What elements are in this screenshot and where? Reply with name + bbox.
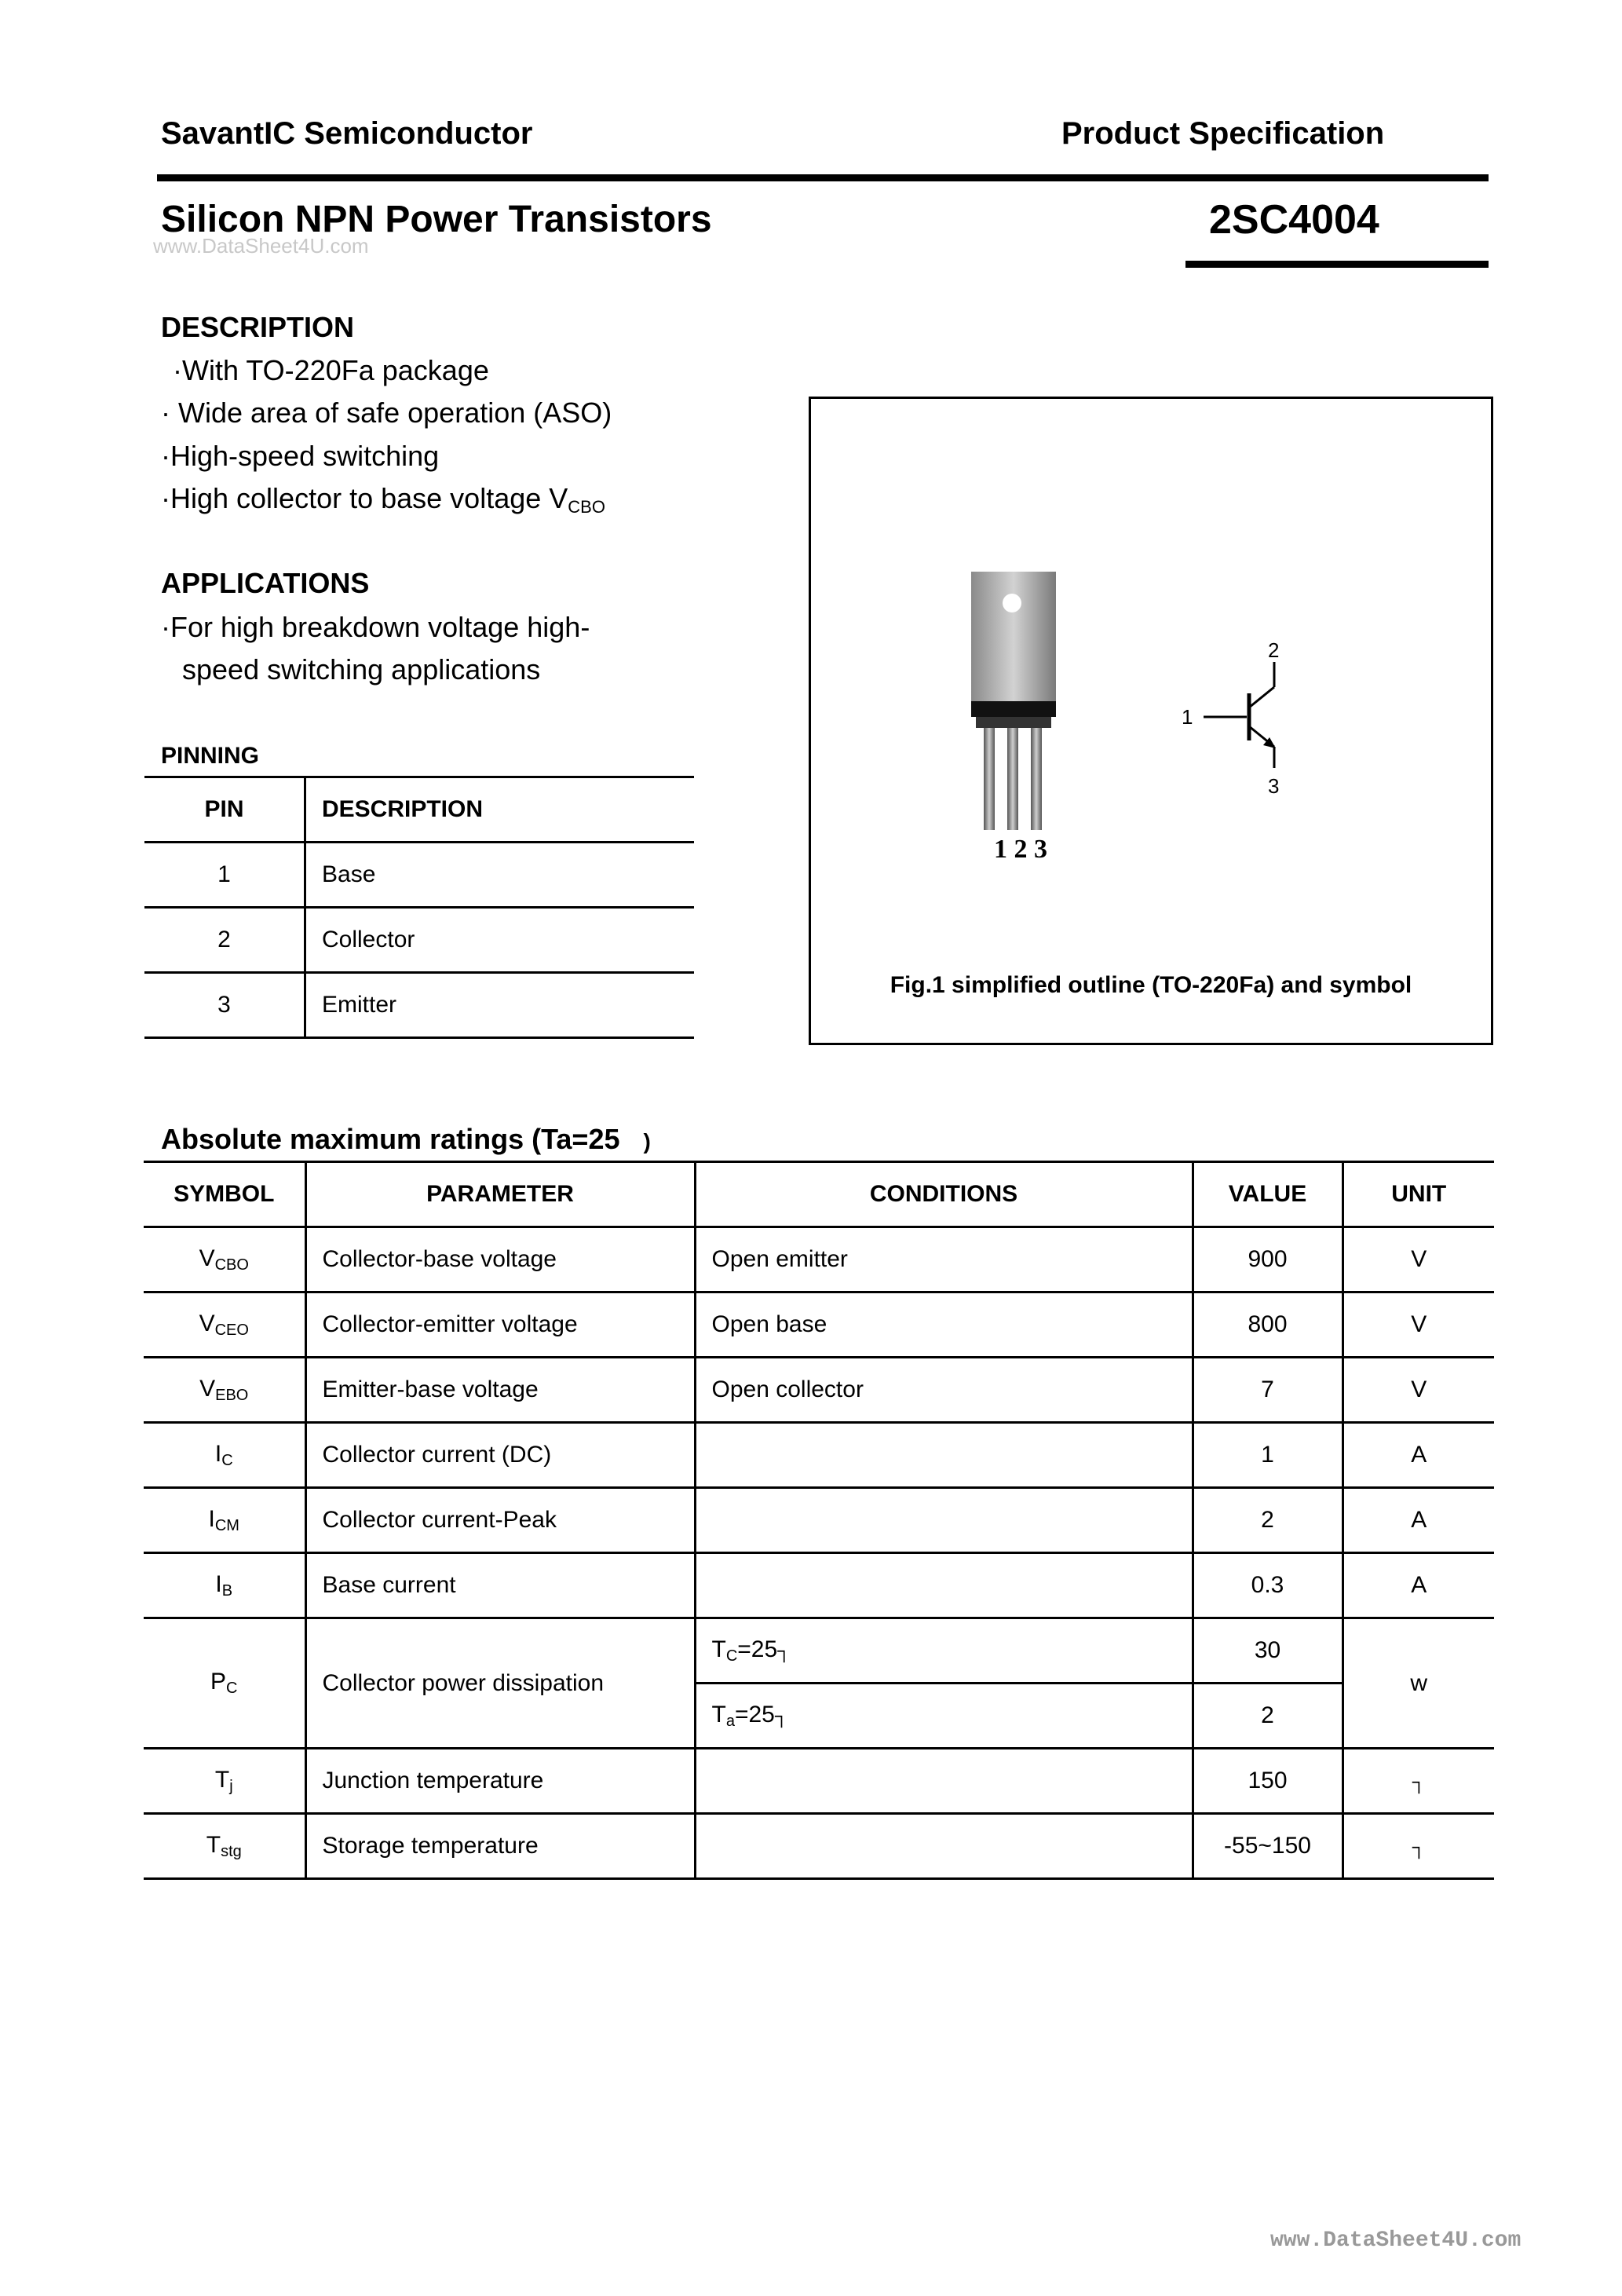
figure-caption: Fig.1 simplified outline (TO-220Fa) and symbol — [890, 972, 1412, 998]
figure-box — [809, 397, 1493, 1045]
parameter-cell: Collector power dissipation — [305, 1618, 695, 1749]
ratings-heading-close: ) — [643, 1129, 651, 1153]
symbol-cell: VCBO — [144, 1227, 305, 1292]
doc-type: Product Specification — [1061, 116, 1385, 151]
parameter-cell: Junction temperature — [305, 1749, 695, 1814]
conditions-cell: Open emitter — [695, 1227, 1193, 1292]
description-item-4-text: ·High collector to base voltage V — [161, 482, 568, 514]
pinning-heading: PINNING — [161, 743, 260, 769]
product-line-title: Silicon NPN Power Transistors — [161, 199, 712, 240]
desc-col-header: DESCRIPTION — [322, 796, 484, 822]
symbol-cell: VEBO — [144, 1358, 305, 1423]
conditions-cell: Open collector — [695, 1358, 1193, 1423]
symbol-pin2-label: 2 — [1268, 638, 1280, 662]
degree-glyph-icon: ┐ — [1412, 1837, 1426, 1858]
degree-glyph-icon: ┐ — [1412, 1771, 1426, 1793]
parameter-cell: Collector current-Peak — [305, 1488, 695, 1553]
symbol-cell: VCEO — [144, 1292, 305, 1358]
symbol-cell: Tj — [144, 1749, 305, 1814]
symbol-cell: PC — [144, 1618, 305, 1749]
parameter-cell: Storage temperature — [305, 1814, 695, 1879]
value-cell: -55~150 — [1193, 1814, 1343, 1879]
unit-col-header: UNIT — [1343, 1162, 1494, 1227]
table-row — [144, 1358, 1494, 1423]
part-number: 2SC4004 — [1209, 197, 1379, 243]
ratings-heading — [161, 1123, 651, 1156]
package-pin-labels: 1 2 3 — [994, 835, 1047, 864]
pinning-table — [144, 776, 694, 1039]
conditions-cell — [695, 1814, 1193, 1879]
conditions-cell — [695, 1423, 1193, 1488]
parameter-col-header: PARAMETER — [305, 1162, 695, 1227]
conditions-col-header: CONDITIONS — [695, 1162, 1193, 1227]
unit-cell: A — [1343, 1553, 1494, 1618]
table-row — [144, 1227, 1494, 1292]
pin-description: Base — [322, 861, 376, 887]
table-row — [144, 973, 694, 1038]
vcbo-subscript: CBO — [568, 497, 605, 517]
pin-description: Emitter — [322, 992, 397, 1018]
conditions-cell — [695, 1488, 1193, 1553]
description-item-2: · Wide area of safe operation (ASO) — [161, 397, 612, 429]
symbol-pin1-label: 1 — [1182, 705, 1193, 729]
value-cell: 800 — [1193, 1292, 1343, 1358]
parameter-cell: Base current — [305, 1553, 695, 1618]
unit-cell — [1343, 1814, 1494, 1879]
applications-heading: APPLICATIONS — [161, 567, 370, 599]
value-cell: 0.3 — [1193, 1553, 1343, 1618]
pin-number: 1 — [144, 843, 305, 908]
unit-cell — [1343, 1749, 1494, 1814]
pinning-header-row — [144, 777, 694, 843]
parameter-cell: Collector-base voltage — [305, 1227, 695, 1292]
conditions-cell — [695, 1553, 1193, 1618]
symbol-col-header: SYMBOL — [144, 1162, 305, 1227]
symbol-pin3-label: 3 — [1268, 774, 1280, 798]
parameter-cell: Collector-emitter voltage — [305, 1292, 695, 1358]
unit-cell: A — [1343, 1488, 1494, 1553]
value-cell: 7 — [1193, 1358, 1343, 1423]
description-item-4 — [161, 482, 605, 517]
conditions-cell — [695, 1749, 1193, 1814]
npn-transistor-symbol-icon — [1188, 638, 1329, 795]
parameter-cell: Emitter-base voltage — [305, 1358, 695, 1423]
table-row — [144, 1488, 1494, 1553]
conditions-cell: TC=25┐ — [695, 1618, 1193, 1684]
unit-cell: V — [1343, 1292, 1494, 1358]
table-row — [144, 1423, 1494, 1488]
description-item-1: ·With TO-220Fa package — [173, 354, 489, 386]
header-rule-bottom — [1185, 261, 1489, 268]
pin-col-header: PIN — [144, 777, 305, 843]
pin-number: 3 — [144, 973, 305, 1038]
watermark: www.DataSheet4U.com — [153, 234, 369, 258]
symbol-cell: ICM — [144, 1488, 305, 1553]
unit-cell: V — [1343, 1227, 1494, 1292]
value-col-header: VALUE — [1193, 1162, 1343, 1227]
conditions-cell: Ta=25┐ — [695, 1684, 1193, 1749]
ratings-header-row — [144, 1162, 1494, 1227]
table-row — [144, 1553, 1494, 1618]
company-name: SavantIC Semiconductor — [161, 116, 533, 151]
description-item-3: ·High-speed switching — [161, 440, 440, 472]
parameter-cell: Collector current (DC) — [305, 1423, 695, 1488]
header-rule-top — [157, 174, 1489, 181]
unit-cell: A — [1343, 1423, 1494, 1488]
applications-line-1: ·For high breakdown voltage high- — [161, 611, 590, 643]
value-cell: 900 — [1193, 1227, 1343, 1292]
absolute-max-ratings-table — [144, 1161, 1494, 1880]
value-cell: 2 — [1193, 1488, 1343, 1553]
value-cell: 2 — [1193, 1684, 1343, 1749]
symbol-cell: IC — [144, 1423, 305, 1488]
unit-cell: V — [1343, 1358, 1494, 1423]
unit-cell: w — [1343, 1618, 1494, 1749]
to220-package-illustration — [968, 572, 1078, 839]
table-row — [144, 1749, 1494, 1814]
table-row — [144, 1814, 1494, 1879]
value-cell: 1 — [1193, 1423, 1343, 1488]
symbol-cell: IB — [144, 1553, 305, 1618]
table-row — [144, 843, 694, 908]
pin-description: Collector — [322, 927, 415, 952]
description-heading: DESCRIPTION — [161, 311, 355, 343]
table-row — [144, 1292, 1494, 1358]
value-cell: 150 — [1193, 1749, 1343, 1814]
value-cell: 30 — [1193, 1618, 1343, 1684]
applications-line-2: speed switching applications — [182, 653, 541, 686]
pin-number: 2 — [144, 908, 305, 973]
conditions-cell: Open base — [695, 1292, 1193, 1358]
ratings-heading-text: Absolute maximum ratings (Ta=25 — [161, 1123, 620, 1155]
symbol-cell: Tstg — [144, 1814, 305, 1879]
footer-site: www.DataSheet4U.com — [1270, 2228, 1522, 2253]
table-row — [144, 1618, 1494, 1684]
table-row — [144, 908, 694, 973]
